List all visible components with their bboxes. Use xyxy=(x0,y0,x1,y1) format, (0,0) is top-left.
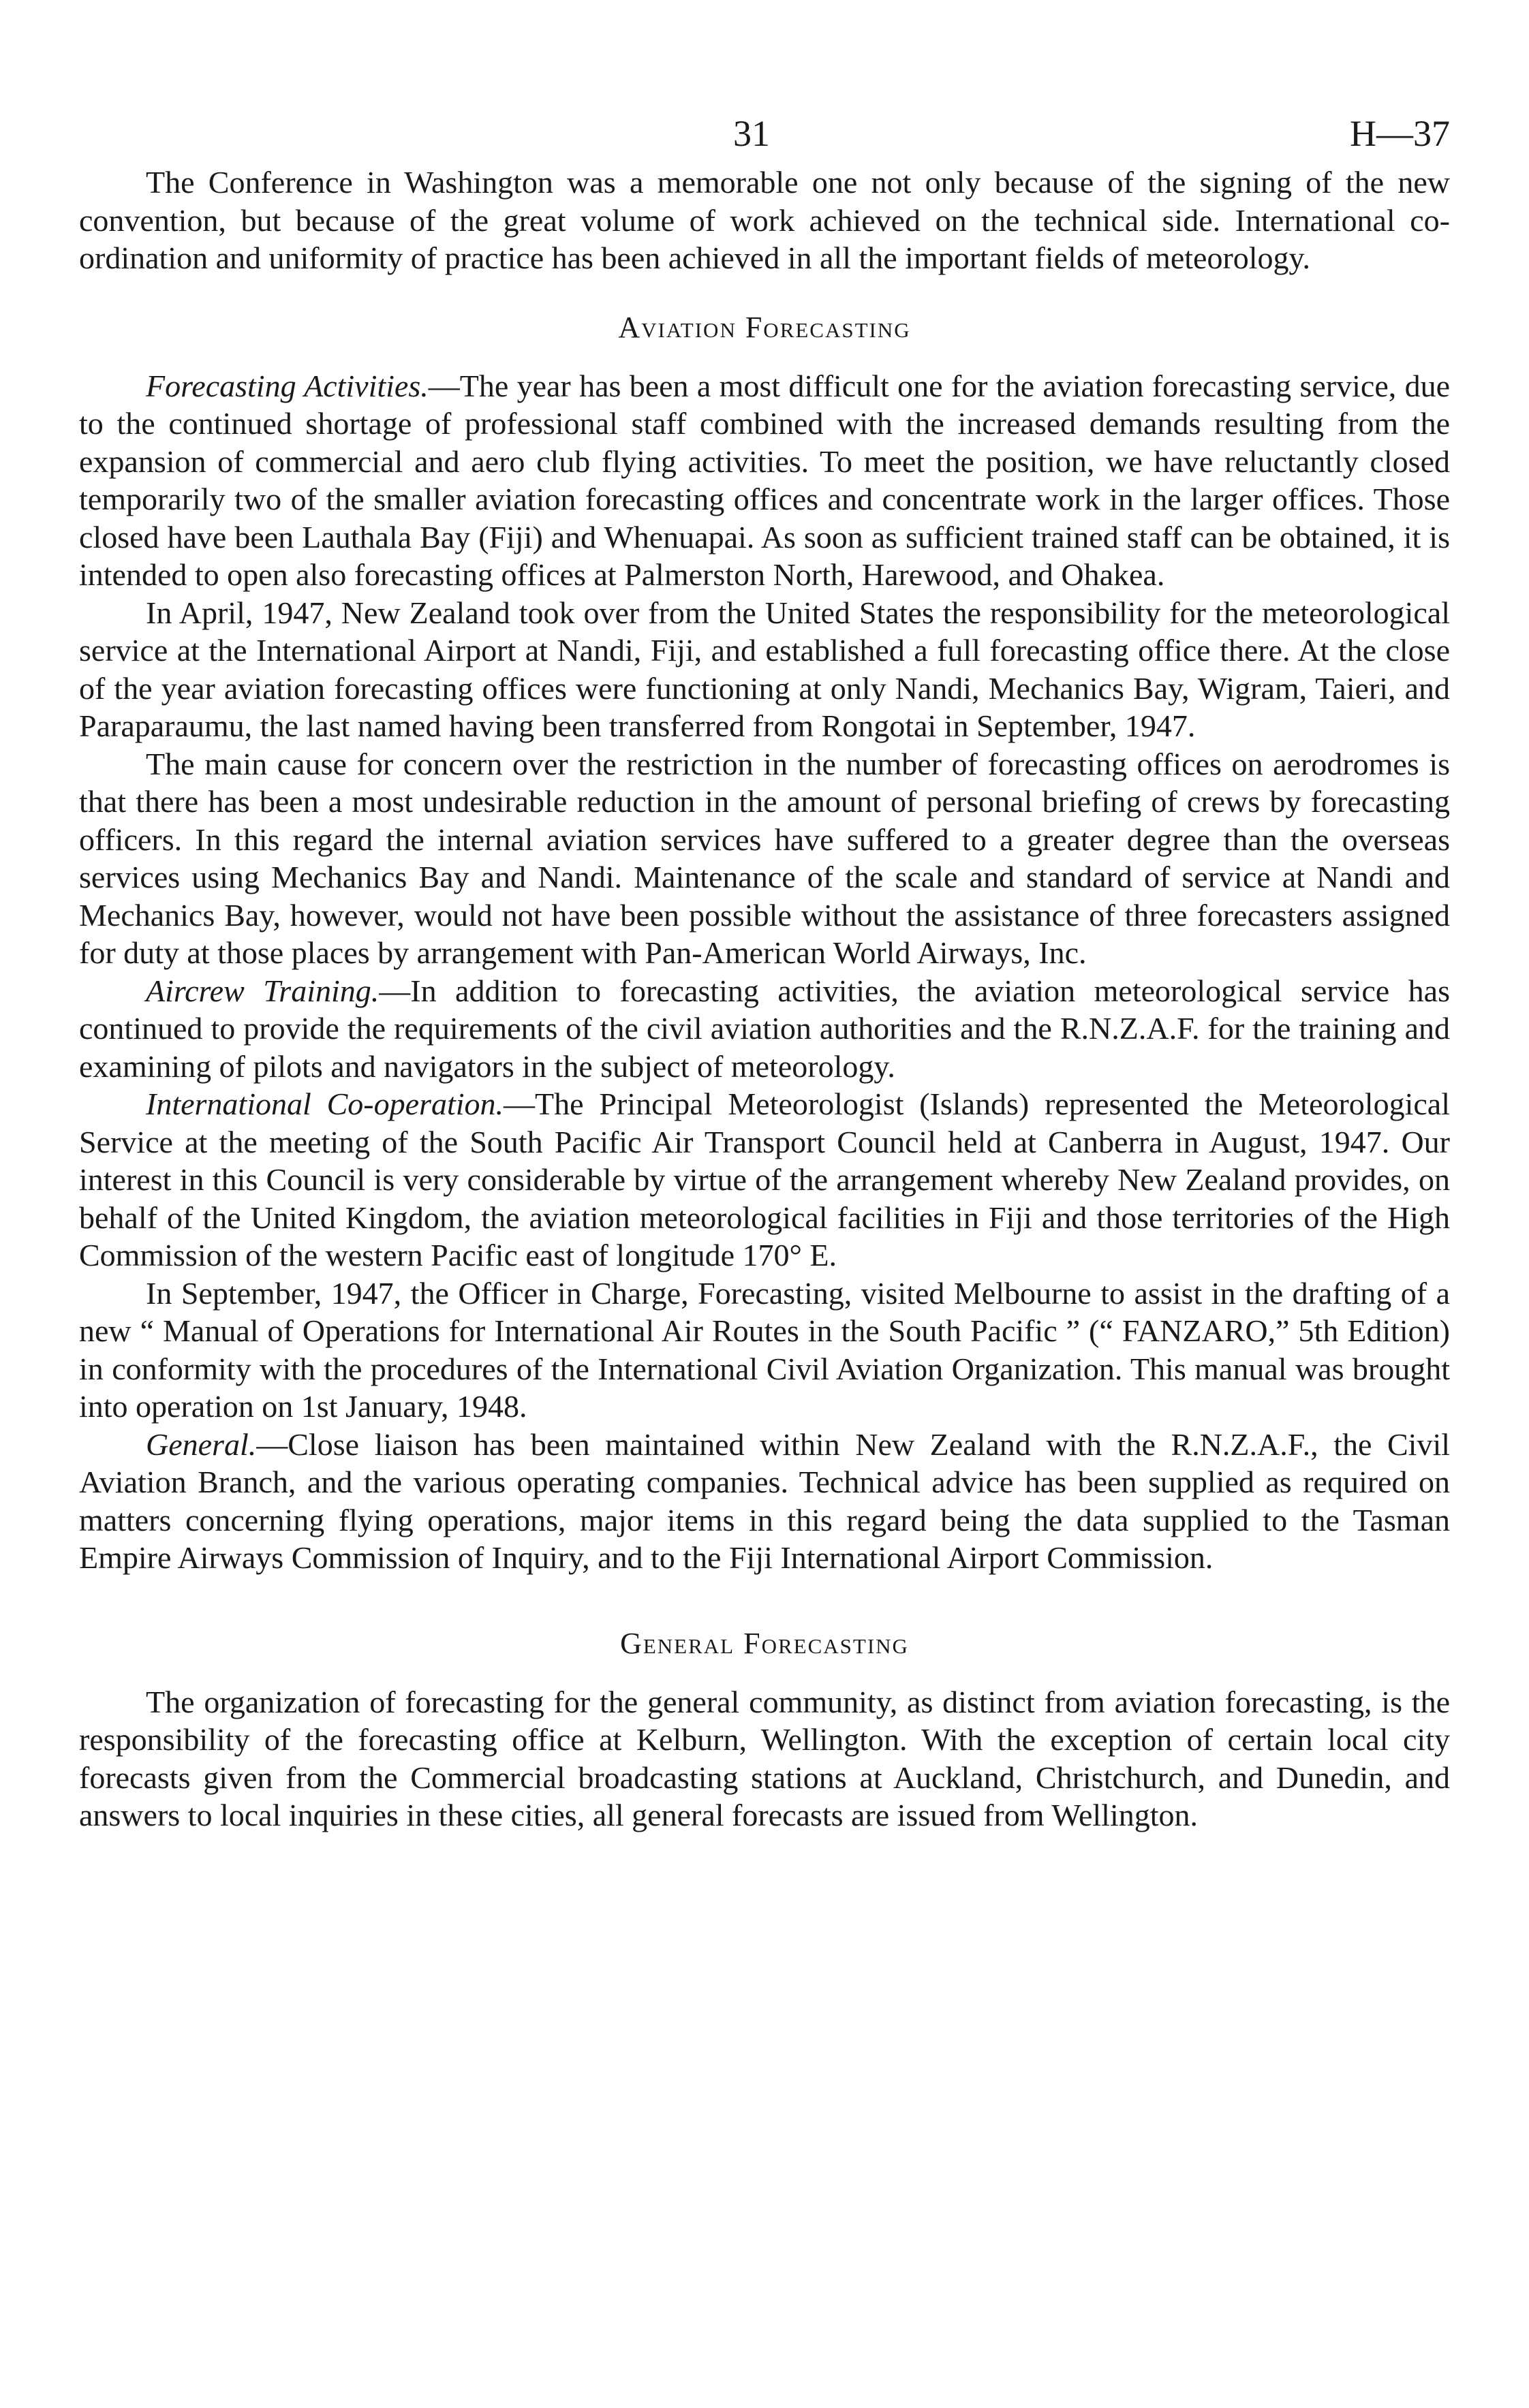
forecasting-activities-paragraph xyxy=(79,367,1450,594)
general-text: —Close liaison has been maintained within New Zealand with the R.N.Z.A.F., the Civil Aviation Branch, and the various operating companies. Technical advice has been supplied as required on matters concerning flying operations, major items in this regard being the data supplied to the Tasman Empire Airways Commission of Inquiry, and to the Fiji International Airport Commission. xyxy=(79,1426,1450,1575)
aircrew-training-text: —In addition to forecasting activities, the aviation meteorological service has continued to provide the requirements of the civil aviation authorities and the R.N.Z.A.F. for the training and examining of pilots and navigators in the subject of meteorology. xyxy=(79,973,1451,1084)
international-cooperation-lead: International Co-operation. xyxy=(146,1086,504,1121)
general-liaison-paragraph xyxy=(79,1426,1450,1577)
body-text xyxy=(79,163,1450,1834)
nandi-paragraph: In April, 1947, New Zealand took over from the United States the responsibility for the meteorological service at the International Airport at Nandi, Fiji, and established a full forecasting office there. At the close of the year aviation forecasting offices were functioning at only Nandi, Mechanics Bay, Wigram, Taieri, and Paraparaumu, the last named having been transferred from Rongotai in September, 1947. xyxy=(79,595,1450,743)
international-cooperation-text: —The Principal Meteorologist (Islands) represented the Meteorological Service at the meeting of the South Pacific Air Transport Council held at Canberra in August, 1947. Our interest in this Council is very considerable by virtue of the arrangement whereby New Zealand provides, on behalf of the United Kingdom, the aviation meteorological facilities in Fiji and those territories of the High Commission of the western Pacific east of longitude 170° E. xyxy=(79,1086,1450,1272)
concern-paragraph: The main cause for concern over the restriction in the number of forecasting offices on aerodromes is that there has been a most undesirable reduction in the amount of personal briefing of crews by forecasting officers. In this regard the internal aviation services have suffered to a greater degree than the overseas services using Mechanics Bay and Nandi. Maintenance of the scale and standard of service at Nandi and Mechanics Bay, however, would not have been possible without the assistance of three forecasters assigned for duty at those places by arrangement with Pan-American World Airways, Inc. xyxy=(79,746,1450,970)
page-number: 31 xyxy=(733,113,770,154)
forecasting-activities-lead: Forecasting Activities. xyxy=(146,368,429,403)
general-lead: General. xyxy=(146,1426,257,1462)
international-cooperation-paragraph xyxy=(79,1085,1450,1275)
document-page xyxy=(79,95,1450,1834)
general-forecasting-paragraph: The organization of forecasting for the general community, as distinct from aviation forecasting, is the responsibility of the forecasting office at Kelburn, Wellington. With the exception of certain local city forecasts given from the Commercial broadcasting stations at Auckland, Christchurch, and Dunedin, and answers to local inquiries in these cities, all general forecasts are issued from Wellington. xyxy=(79,1684,1450,1832)
page-header xyxy=(79,95,1450,163)
aviation-forecasting-heading: Aviation Forecasting xyxy=(618,310,911,344)
melbourne-paragraph: In September, 1947, the Officer in Charge, Forecasting, visited Melbourne to assist in the drafting of a new “ Manual of Operations for International Air Routes in the South Pacific ” (“ FANZARO,” 5th Edition) in conformity with the procedures of the International Civil Aviation Organization. This manual was brought into operation on 1st January, 1948. xyxy=(79,1275,1450,1424)
aircrew-training-lead: Aircrew Training. xyxy=(146,973,380,1008)
aircrew-training-paragraph xyxy=(79,972,1450,1086)
intro-paragraph: The Conference in Washington was a memorable one not only because of the signing of the new convention, but because of the great volume of work achieved on the technical side. International co-ordination and uniformity of practice has been achieved in all the important fields of meteorology. xyxy=(79,165,1450,275)
forecasting-activities-text: —The year has been a most difficult one for the aviation forecasting service, due to the continued shortage of professional staff combined with the increased demands resulting from the expansion of commercial and aero club flying activities. To meet the position, we have reluctantly closed temporarily two of the smaller aviation forecasting offices and concentrate work in the larger offices. Those closed have been Lauthala Bay (Fiji) and Whenuapai. As soon as sufficient trained staff can be obtained, it is intended to open also forecasting offices at Palmerston North, Harewood, and Ohakea. xyxy=(79,368,1450,592)
document-reference: H—37 xyxy=(1350,113,1450,154)
general-forecasting-heading: General Forecasting xyxy=(620,1626,909,1660)
